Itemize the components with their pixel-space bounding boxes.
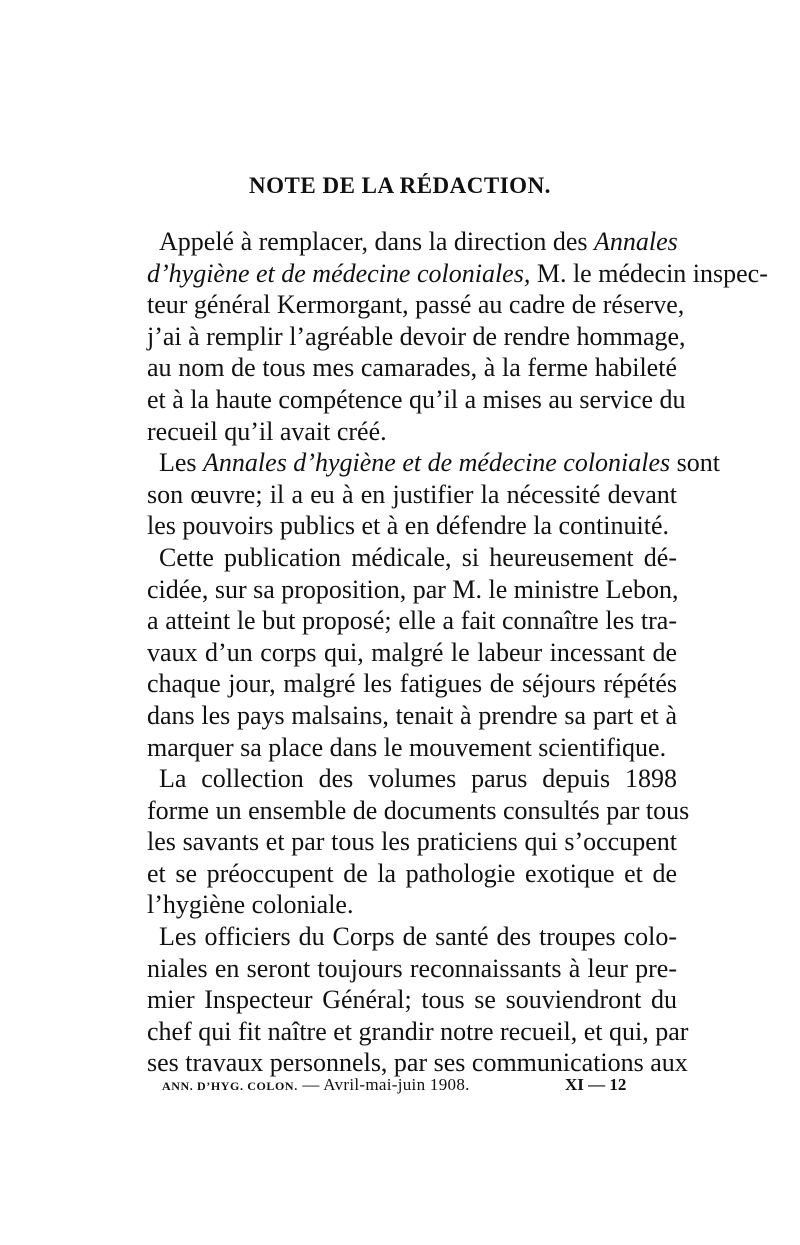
text-line xyxy=(147,479,677,511)
text-line xyxy=(147,605,677,637)
text-line xyxy=(147,953,677,985)
text-line xyxy=(147,258,768,290)
text-line xyxy=(147,384,686,416)
text-line xyxy=(147,921,677,953)
text-segment: chaque jour, malgré les fatigues de séjours répétés xyxy=(147,669,677,699)
text-segment: sont xyxy=(670,448,720,478)
text-line xyxy=(147,763,677,795)
text-line xyxy=(147,795,690,827)
text-segment: forme un ensemble de documents consultés par tous xyxy=(147,795,690,825)
text-segment: teur général Kermorgant, passé au cadre de réserve, xyxy=(147,290,685,320)
text-segment: M. le médecin inspec- xyxy=(530,258,768,288)
text-line xyxy=(147,542,677,574)
text-segment: dans les pays malsains, tenait à prendre sa part et à xyxy=(147,700,677,730)
text-segment: les pouvoirs publics et à en défendre la continuité. xyxy=(147,511,670,541)
text-segment: Les xyxy=(159,448,204,478)
body-text xyxy=(147,226,768,1079)
text-line xyxy=(147,732,677,764)
journal-title-italic: Annales xyxy=(594,227,678,256)
text-segment: niales en seront toujours reconnaissants à leur pre- xyxy=(147,953,677,983)
text-line xyxy=(147,984,677,1016)
text-line xyxy=(147,447,720,479)
text-line xyxy=(147,858,677,890)
text-segment: mier Inspecteur Général; tous se souviendront du xyxy=(147,985,677,1015)
text-line xyxy=(147,1016,689,1048)
text-segment: recueil qu’il avait créé. xyxy=(147,416,387,446)
journal-title-italic: d’hygiène et de médecine coloniales, xyxy=(147,258,531,288)
running-footer xyxy=(162,1072,470,1098)
text-segment: l’hygiène coloniale. xyxy=(147,890,354,920)
text-line xyxy=(147,352,677,384)
text-segment: et se préoccupent de la pathologie exotique et de xyxy=(147,858,677,888)
text-line xyxy=(147,700,677,732)
text-segment: a atteint le but proposé; elle a fait connaître les tra- xyxy=(147,606,677,636)
text-segment: Les officiers du Corps de santé des troupes colo- xyxy=(159,922,677,952)
text-line xyxy=(147,416,677,448)
text-line xyxy=(147,574,677,606)
text-segment: les savants et par tous les praticiens qui s’occupent xyxy=(147,827,677,857)
journal-abbreviation: ANN. D’HYG. COLON. xyxy=(162,1079,298,1093)
text-line xyxy=(147,889,677,921)
text-segment: son œuvre; il a eu à en justifier la nécessité devant xyxy=(147,479,677,509)
text-segment: marquer sa place dans le mouvement scientifique. xyxy=(147,732,667,762)
text-segment: ses travaux personnels, par ses communications aux xyxy=(147,1048,688,1078)
signature-mark: XI — 12 xyxy=(565,1075,627,1094)
text-line xyxy=(147,668,677,700)
text-line xyxy=(147,289,685,321)
text-segment: Cette publication médicale, si heureusement dé- xyxy=(159,542,677,572)
text-line xyxy=(147,510,677,542)
text-line xyxy=(147,637,677,669)
text-segment: cidée, sur sa proposition, par M. le ministre Lebon, xyxy=(147,574,679,604)
text-line xyxy=(147,321,686,353)
journal-title-italic: Annales d’hygiène et de médecine coloniales xyxy=(203,448,671,478)
text-line xyxy=(147,826,677,858)
issue-date: Avril-mai-juin 1908. xyxy=(323,1075,470,1094)
text-line xyxy=(147,226,677,258)
text-segment: au nom de tous mes camarades, à la ferme habileté xyxy=(147,353,677,383)
text-segment: Appelé à remplacer, dans la direction des xyxy=(159,227,594,256)
footer-separator: — xyxy=(297,1075,324,1094)
text-segment: chef qui fit naître et grandir notre recueil, et qui, par xyxy=(147,1016,689,1046)
text-segment: La collection des volumes parus depuis 1898 xyxy=(159,764,677,794)
text-segment: j’ai à remplir l’agréable devoir de rendre hommage, xyxy=(147,321,686,351)
text-segment: vaux d’un corps qui, malgré le labeur incessant de xyxy=(147,637,677,667)
text-segment: et à la haute compétence qu’il a mises au service du xyxy=(147,384,686,414)
page-title: NOTE DE LA RÉDACTION. xyxy=(249,173,551,198)
